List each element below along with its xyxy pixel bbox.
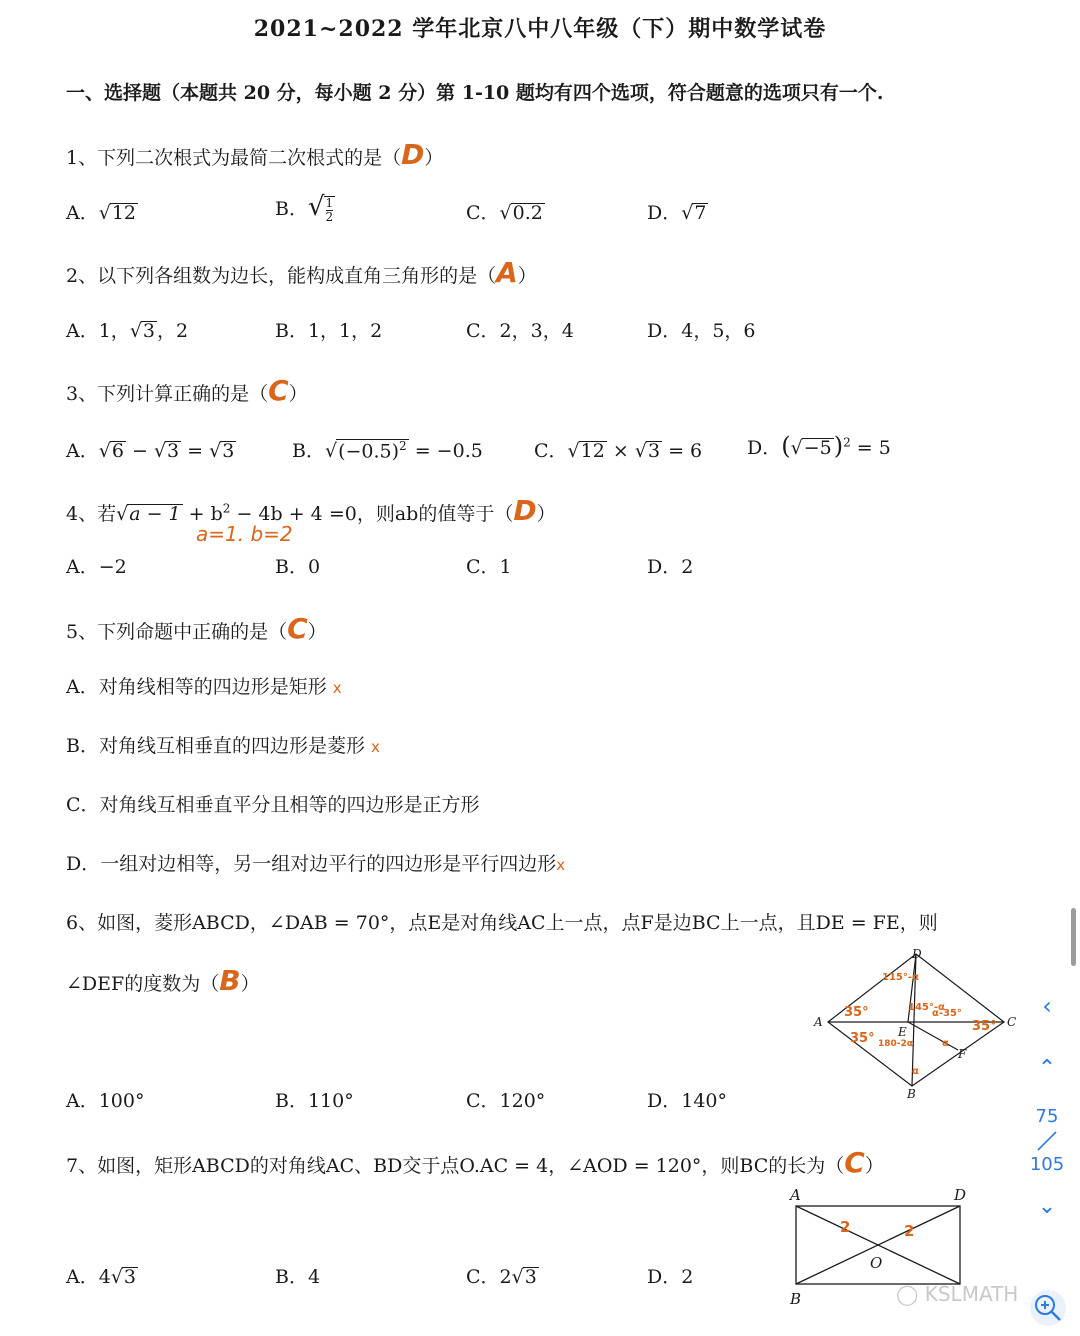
question-6-stem-line1: 6、如图，菱形ABCD，∠DAB = 70°，点E是对角线AC上一点，点F是边BC上一点，且DE = FE，则	[66, 912, 938, 934]
fig7-label-a: A	[790, 1186, 801, 1204]
section-heading: 一、选择题（本题共 20 分，每小题 2 分）第 1-10 题均有四个选项，符合题意的选项只有一个.	[66, 82, 884, 104]
handwritten-answer: A	[496, 256, 518, 289]
next-page-chevron-down-icon[interactable]: ⌄	[1037, 1194, 1057, 1219]
handwritten-answer: D	[401, 138, 425, 171]
q6-option-d: D．140°	[647, 1090, 727, 1112]
cross-mark: x	[332, 679, 342, 697]
q3-option-b: B．$√(-0.5)^2 = -0.5$	[292, 438, 483, 462]
fig6-note: 180-2α	[878, 1039, 913, 1049]
q7-option-d: D．2	[647, 1266, 694, 1288]
q5-option-d: D．一组对边相等，另一组对边平行的四边形是平行四边形x	[66, 853, 566, 875]
q4-option-c: C．1	[466, 556, 512, 578]
fig6-label-f: F	[958, 1047, 967, 1061]
q4-option-b: B．0	[275, 556, 321, 578]
fig6-note: α	[912, 1066, 919, 1077]
page-title: 2021~2022 学年北京八中八年级（下）期中数学试卷	[253, 16, 827, 42]
question-7-stem: 7、如图，矩形ABCD的对角线AC、BD交于点O.AC = 4，∠AOD = 120°，则BC的长为（C）	[66, 1146, 884, 1179]
q4-option-a: A．−2	[66, 556, 127, 578]
fig6-label-e: E	[898, 1025, 907, 1039]
fig7-note: 2	[840, 1218, 851, 1236]
rhombus-figure	[808, 946, 1020, 1102]
fig6-note: α	[942, 1038, 949, 1049]
handwritten-answer: C	[844, 1146, 865, 1179]
fig7-label-b: B	[790, 1290, 802, 1308]
fig6-note: 35°	[850, 1031, 875, 1046]
handwritten-answer: C	[268, 374, 289, 407]
question-2-stem: 2、以下列各组数为边长，能构成直角三角形的是（A）	[66, 256, 537, 289]
cross-mark: x	[371, 738, 380, 756]
fig6-note: 145°-α	[908, 1002, 945, 1013]
q7-option-a: A．4√3	[66, 1266, 137, 1288]
q2-option-b: B．1，1，2	[275, 320, 383, 342]
zoom-in-icon	[1030, 1290, 1066, 1326]
q7-option-c: C．2√3	[466, 1266, 537, 1288]
question-1-stem: 1、下列二次根式为最简二次根式的是（D）	[66, 138, 444, 171]
fig6-note: 35°	[972, 1019, 997, 1034]
fig6-note: 115°-α	[882, 972, 919, 983]
collapse-chevron-left-icon[interactable]: ‹	[1042, 992, 1052, 1020]
question-4-stem: 4、若$√a - 1 + b^2 - 4b + 4 =0$，则ab的值等于（D）	[66, 494, 556, 527]
q3-option-a: A．√6 − √3 = √3	[66, 440, 235, 462]
handwritten-answer: C	[287, 612, 308, 645]
q6-option-b: B．110°	[275, 1090, 354, 1112]
fig7-label-o: O	[870, 1254, 883, 1272]
q3-option-d: D．$(√-5)^2 = 5$	[747, 432, 891, 460]
q2-option-d: D．4，5，6	[647, 320, 756, 342]
handwritten-answer: D	[513, 494, 537, 527]
q5-option-a: A．对角线相等的四边形是矩形 x	[66, 676, 342, 698]
question-6-stem-line2: ∠DEF的度数为（B）	[66, 964, 260, 997]
page-divider-icon	[1034, 1130, 1060, 1152]
fig6-label-b: B	[907, 1087, 916, 1101]
page-total: 105	[1029, 1154, 1065, 1175]
fig6-note: α-35°	[932, 1008, 962, 1019]
question-5-stem: 5、下列命题中正确的是（C）	[66, 612, 327, 645]
q2-option-a: A．1，√3 ，2	[66, 320, 189, 342]
q1-option-a: A．√12	[66, 202, 137, 224]
previous-page-chevron-up-icon[interactable]: ⌃	[1037, 1056, 1057, 1081]
zoom-button[interactable]	[1030, 1290, 1066, 1326]
q6-option-c: C．120°	[466, 1090, 546, 1112]
q7-option-b: B．4	[275, 1266, 321, 1288]
watermark: ◯ KSLMATH	[896, 1282, 1019, 1306]
fig6-label-a: A	[814, 1015, 823, 1029]
page-current: 75	[1035, 1106, 1059, 1127]
scrollbar[interactable]	[1071, 908, 1076, 966]
fig6-label-c: C	[1007, 1015, 1017, 1029]
question-3-stem: 3、下列计算正确的是（C）	[66, 374, 308, 407]
q3-option-c: C．√12 × √3 = 6	[534, 440, 703, 462]
q1-option-d: D．√7	[647, 202, 707, 224]
fig7-note: 2	[904, 1222, 915, 1240]
q5-option-c: C．对角线互相垂直平分且相等的四边形是正方形	[66, 794, 480, 816]
q4-option-d: D．2	[647, 556, 694, 578]
handwritten-answer: B	[219, 964, 241, 997]
q1-option-c: C．√0.2	[466, 202, 543, 224]
fig6-note: 35°	[844, 1005, 869, 1020]
q6-option-a: A．100°	[66, 1090, 145, 1112]
q2-option-c: C．2，3，4	[466, 320, 574, 342]
cross-mark: x	[556, 856, 566, 874]
fig6-label-d: D	[912, 947, 922, 961]
q1-option-b: B．√ $\frac{1}{2}$	[275, 192, 334, 224]
handwritten-work: a=1. b=2	[196, 522, 293, 546]
fig7-label-d: D	[954, 1186, 967, 1204]
q5-option-b: B．对角线互相垂直的四边形是菱形 x	[66, 735, 380, 757]
